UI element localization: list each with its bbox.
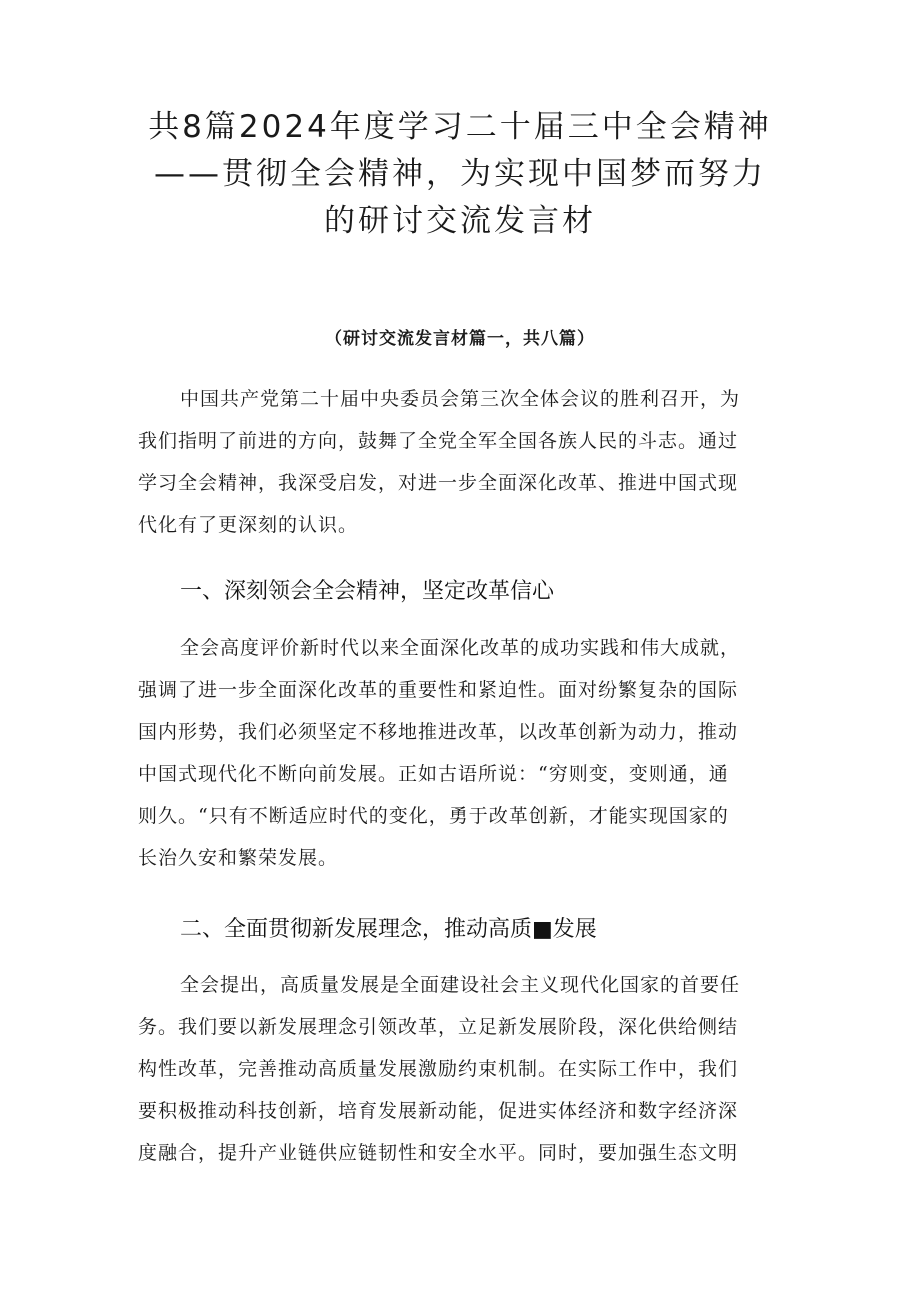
- paragraph-line: 代化有了更深刻的认识。: [138, 514, 359, 536]
- paragraph-section-2: [138, 964, 790, 1174]
- paragraph-line: 则久。“只有不断适应时代的变化，勇于改革创新，才能实现国家的: [138, 805, 729, 827]
- section-heading-2: 二、全面贯彻新发展理念，推动高质■发展: [180, 917, 597, 942]
- paragraph-line: 务。我们要以新发展理念引领改革，立足新发展阶段，深化供给侧结: [138, 1016, 739, 1038]
- paragraph-line: 中国式现代化不断向前发展。正如古语所说：“穷则变，变则通，通: [138, 763, 729, 785]
- paragraph-line: 学习全会精神，我深受启发，对进一步全面深化改革、推进中国式现: [138, 472, 739, 494]
- paragraph-line: 强调了进一步全面深化改革的重要性和紧迫性。面对纷繁复杂的国际: [138, 679, 739, 701]
- paragraph-line: 全会高度评价新时代以来全面深化改革的成功实践和伟大成就，: [180, 637, 741, 659]
- paragraph-intro: [138, 378, 790, 546]
- paragraph-line: 中国共产党第二十届中央委员会第三次全体会议的胜利召开，为: [180, 388, 741, 410]
- document-title: [120, 104, 800, 245]
- title-line-2: ——贯彻全会精神，为实现中国梦而努力: [154, 156, 766, 192]
- paragraph-line: 度融合，提升产业链供应链韧性和安全水平。同时，要加强生态文明: [138, 1142, 739, 1164]
- title-line-3: 的研讨交流发言材: [324, 203, 596, 239]
- paragraph-line: 要积极推动科技创新，培育发展新动能，促进实体经济和数字经济深: [138, 1100, 739, 1122]
- paragraph-line: 我们指明了前进的方向，鼓舞了全党全军全国各族人民的斗志。通过: [138, 430, 739, 452]
- section-heading-1: 一、深刻领会全会精神，坚定改革信心: [180, 579, 555, 604]
- section-subtitle: （研讨交流发言材篇一，共八篇）: [325, 329, 595, 349]
- paragraph-section-1: [138, 627, 790, 879]
- title-line-1: 共8篇2024年度学习二十届三中全会精神: [148, 109, 772, 145]
- paragraph-line: 长治久安和繁荣发展。: [138, 847, 339, 869]
- paragraph-line: 国内形势，我们必须坚定不移地推进改革，以改革创新为动力，推动: [138, 721, 739, 743]
- paragraph-line: 全会提出，高质量发展是全面建设社会主义现代化国家的首要任: [180, 974, 741, 996]
- paragraph-line: 构性改革，完善推动高质量发展激励约束机制。在实际工作中，我们: [138, 1058, 739, 1080]
